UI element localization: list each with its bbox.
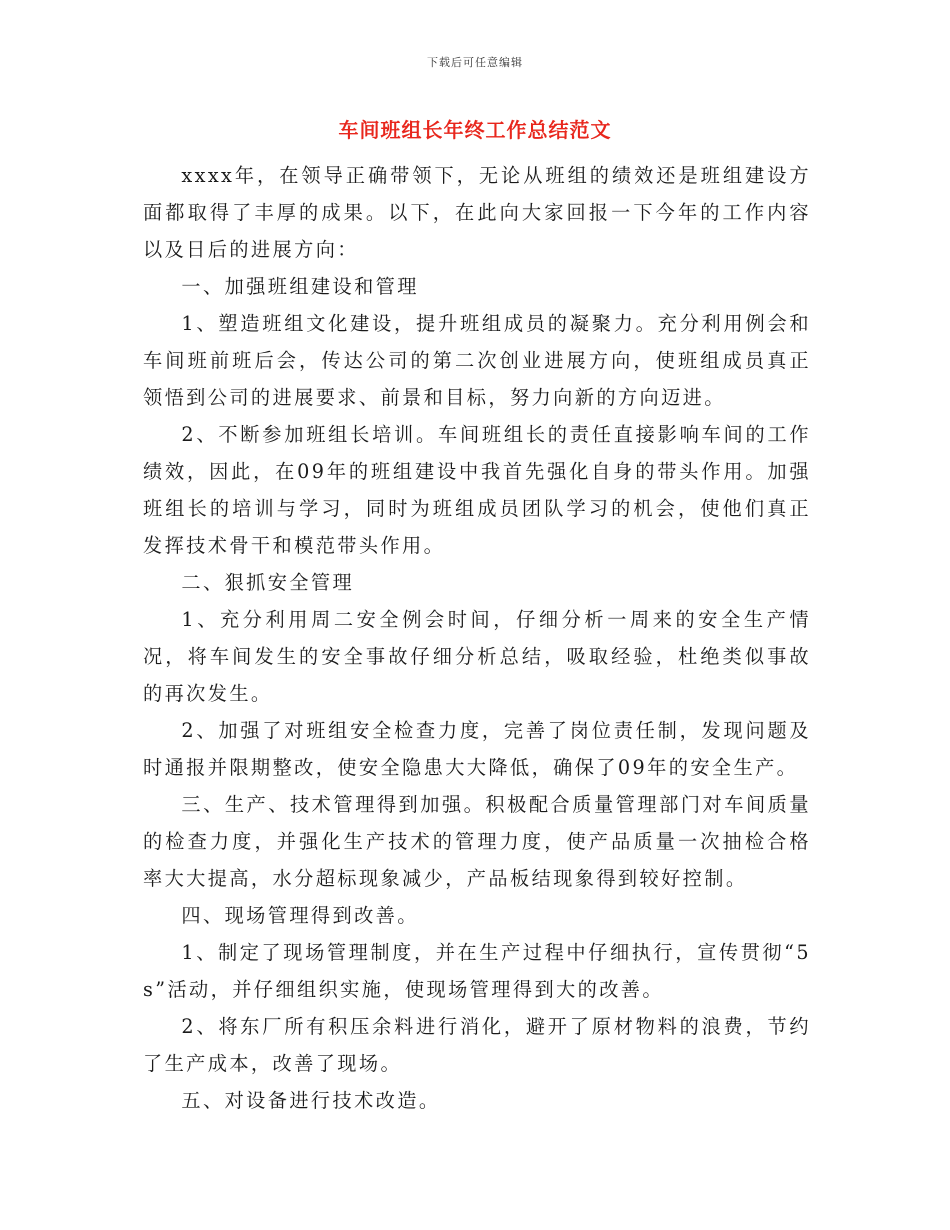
paragraph-2-2: 2、加强了对班组安全检查力度，完善了岗位责任制，发现问题及时通报并限期整改，使安全隐患大大降低，确保了09年的安全生产。 (143, 719, 811, 779)
section-heading-1: 一、加强班组建设和管理 (181, 275, 419, 298)
section-heading-5: 五、对设备进行技术改造。 (181, 1089, 441, 1112)
paragraph-4-2: 2、将东厂所有积压余料进行消化，避开了原材物料的浪费，节约了生产成本，改善了现场。 (143, 1015, 811, 1075)
section-heading-3: 三、生产、技术管理得到加强。积极配合质量管理部门对车间质量的检查力度，并强化生产技术的管理力度，使产品质量一次抽检合格率大大提高，水分超标现象减少，产品板结现象得到较好控制。 (143, 793, 811, 890)
paragraph-1-2: 2、不断参加班组长培训。车间班组长的责任直接影响车间的工作绩效，因此，在09年的班组建设中我首先强化自身的带头作用。加强班组长的培训与学习，同时为班组成员团队学习的机会，使他们真正发挥技术骨干和模范带头作用。 (143, 423, 811, 557)
section-heading-2: 二、狠抓安全管理 (181, 571, 355, 594)
page-header-note: 下载后可任意编辑 (427, 56, 523, 69)
document-title: 车间班组长年终工作总结范文 (338, 118, 612, 142)
document-body (143, 157, 811, 1119)
paragraph-4-1: 1、制定了现场管理制度，并在生产过程中仔细执行，宣传贯彻“5s”活动，并仔细组织实施，使现场管理得到大的改善。 (143, 941, 811, 1001)
paragraph-2-1: 1、充分利用周二安全例会时间，仔细分析一周来的安全生产情况，将车间发生的安全事故仔细分析总结，吸取经验，杜绝类似事故的再次发生。 (143, 608, 811, 705)
paragraph-intro: xxxx年，在领导正确带领下，无论从班组的绩效还是班组建设方面都取得了丰厚的成果。以下，在此向大家回报一下今年的工作内容以及日后的进展方向： (143, 164, 811, 261)
paragraph-1-1: 1、塑造班组文化建设，提升班组成员的凝聚力。充分利用例会和车间班前班后会，传达公司的第二次创业进展方向，使班组成员真正领悟到公司的进展要求、前景和目标，努力向新的方向迈进。 (143, 312, 811, 409)
section-heading-4: 四、现场管理得到改善。 (181, 904, 419, 927)
